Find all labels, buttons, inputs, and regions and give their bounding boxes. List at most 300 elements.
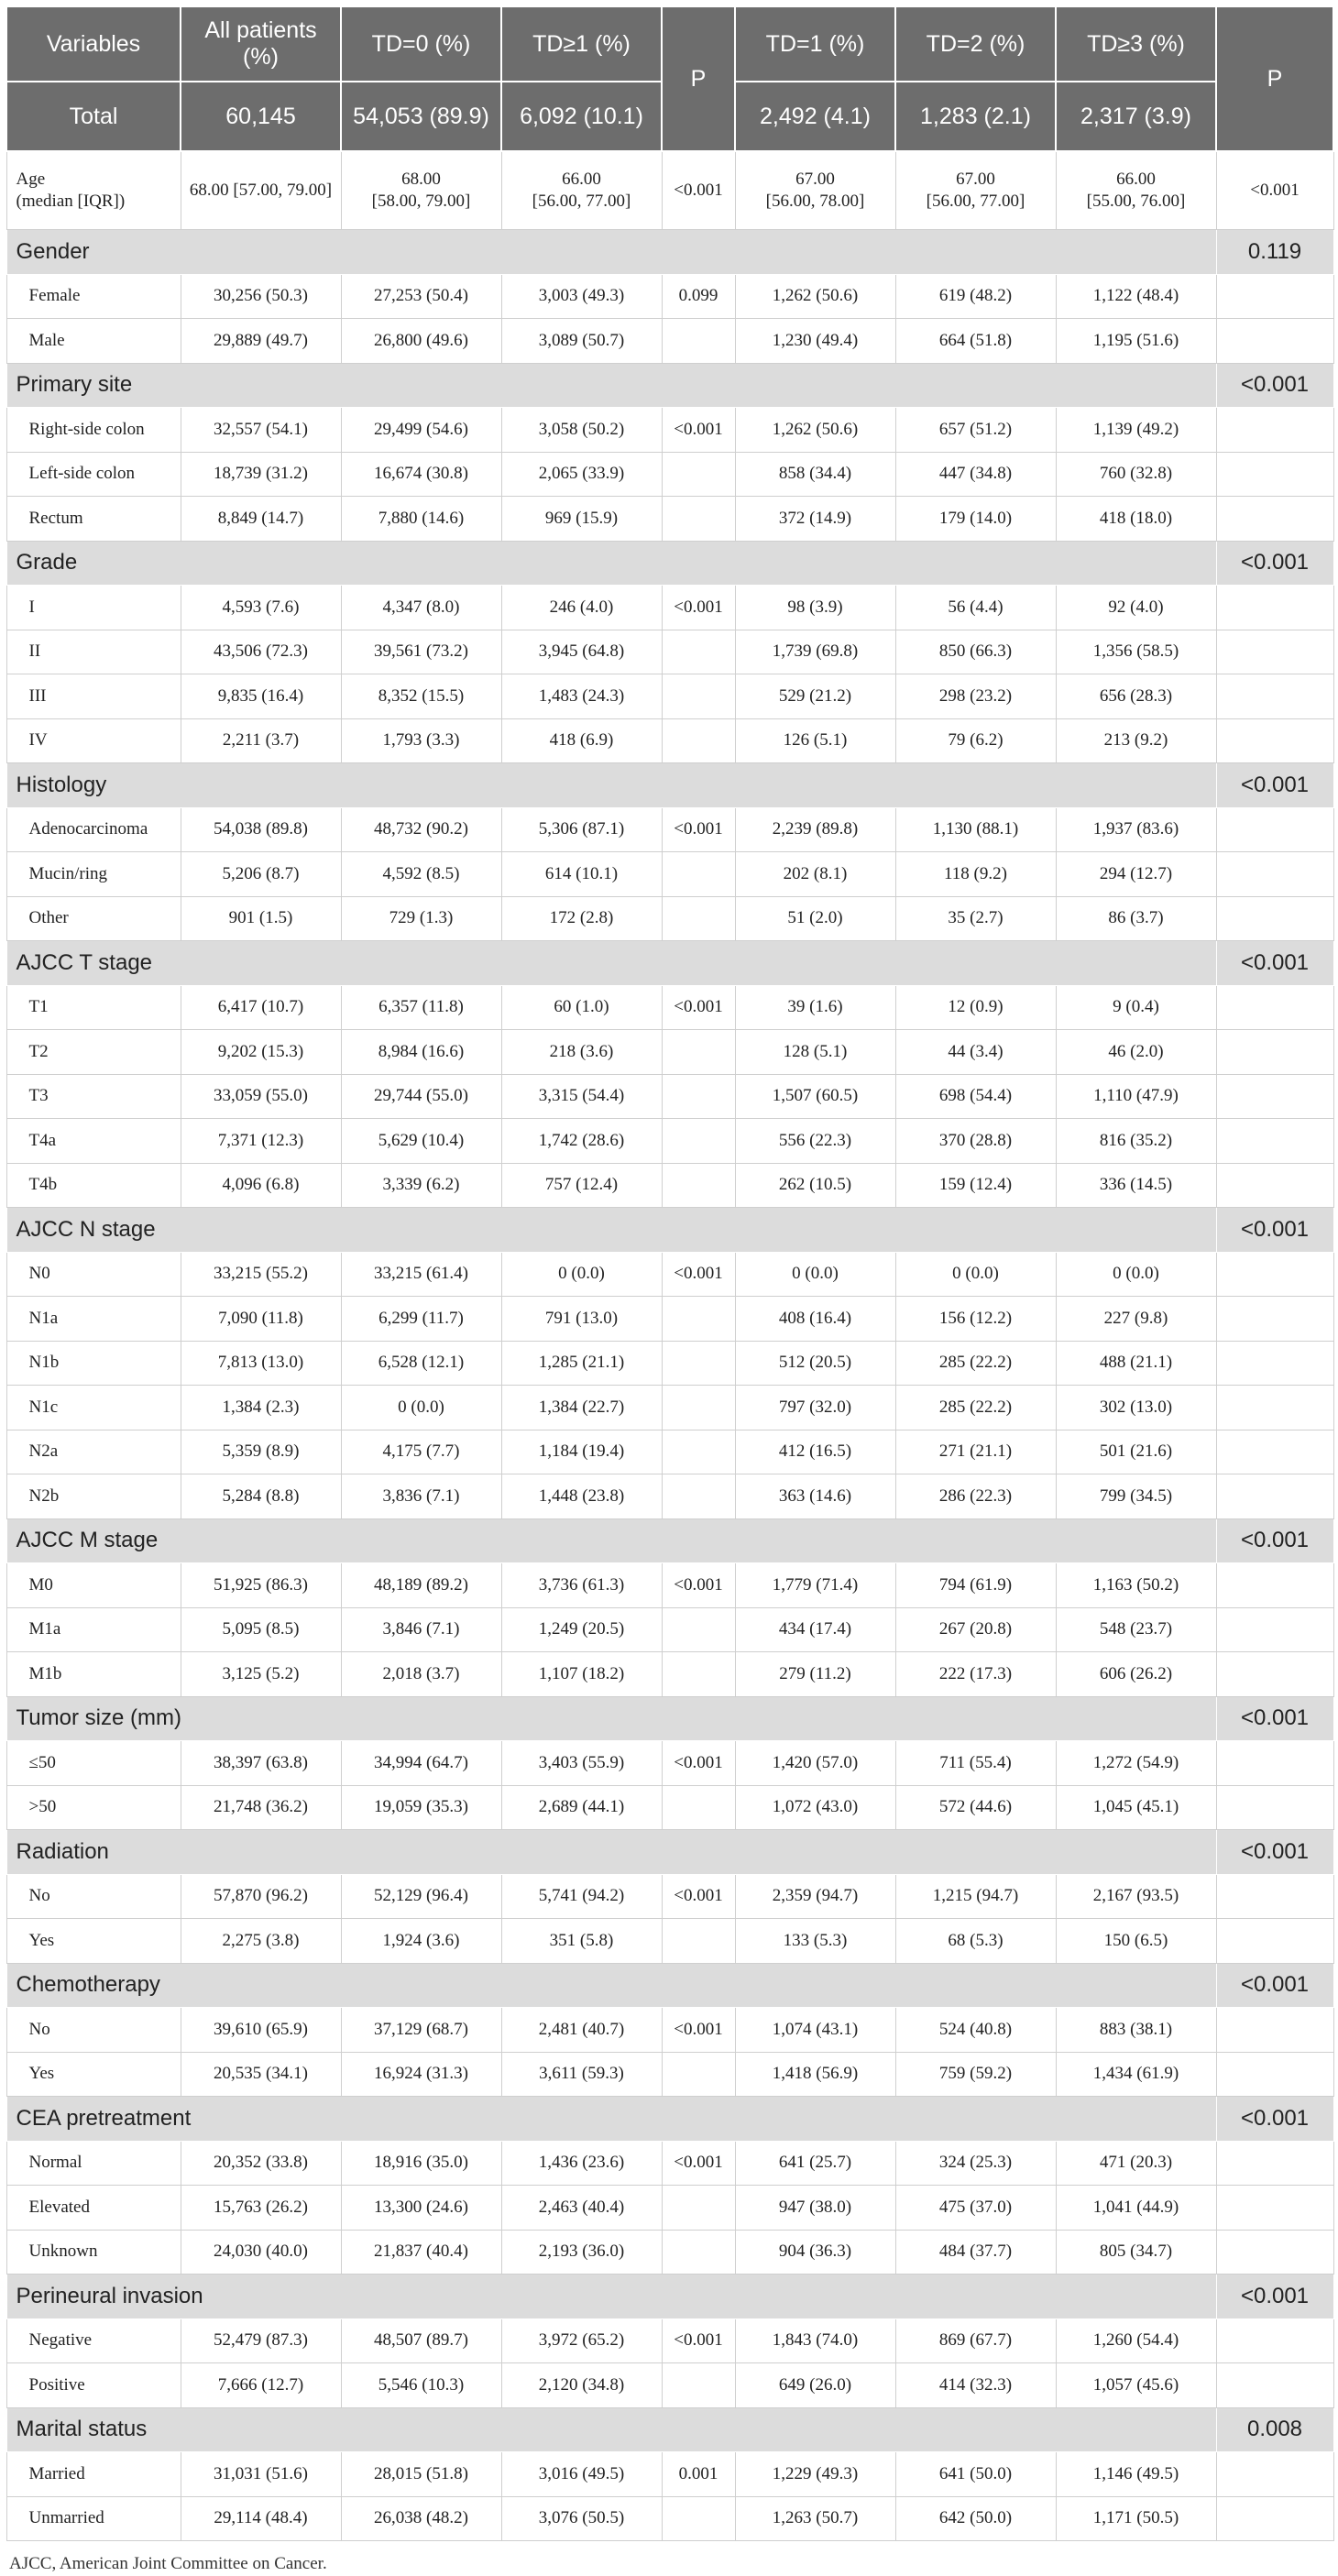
cell-td-ge1: 1,184 (19.4) — [501, 1430, 662, 1474]
group-p-value: <0.001 — [1216, 541, 1333, 586]
cell-td0: 0 (0.0) — [341, 1386, 501, 1431]
cell-td0: 8,352 (15.5) — [341, 674, 501, 719]
cell-p1 — [662, 1074, 735, 1119]
row-label: Other — [6, 896, 181, 941]
cell-td-ge1: 1,285 (21.1) — [501, 1341, 662, 1386]
cell-p1: 0.001 — [662, 2452, 735, 2497]
cell-td2: 475 (37.0) — [895, 2186, 1056, 2231]
cell-p1 — [662, 1341, 735, 1386]
cell-td-ge1: 3,945 (64.8) — [501, 630, 662, 674]
cell-p1 — [662, 1785, 735, 1830]
cell-td0: 8,984 (16.6) — [341, 1030, 501, 1075]
group-p-value: 0.008 — [1216, 2407, 1333, 2452]
group-name: Gender — [6, 230, 1216, 275]
cell-td-ge1: 1,107 (18.2) — [501, 1652, 662, 1697]
cell-td2: 794 (61.9) — [895, 1563, 1056, 1608]
cell-td2: 12 (0.9) — [895, 985, 1056, 1030]
cell-p1: <0.001 — [662, 1252, 735, 1297]
table-row — [6, 2363, 1333, 2408]
row-label: Normal — [6, 2141, 181, 2186]
cell-td-ge1: 3,736 (61.3) — [501, 1563, 662, 1608]
cell-all: 6,417 (10.7) — [181, 985, 341, 1030]
cell-td0: 1,924 (3.6) — [341, 1919, 501, 1964]
table-row — [6, 1119, 1333, 1164]
cell-td1: 1,230 (49.4) — [735, 319, 895, 364]
cell-td2: 869 (67.7) — [895, 2318, 1056, 2363]
cell-all: 29,114 (48.4) — [181, 2496, 341, 2541]
cell-all: 4,593 (7.6) — [181, 586, 341, 630]
cell-td2: 222 (17.3) — [895, 1652, 1056, 1697]
group-name: Perineural invasion — [6, 2275, 1216, 2319]
cell-td1: 363 (14.6) — [735, 1474, 895, 1519]
cell-p1 — [662, 1297, 735, 1342]
cell-p1: <0.001 — [662, 408, 735, 453]
cell-td1: 1,418 (56.9) — [735, 2052, 895, 2097]
age-all: 68.00 [57.00, 79.00] — [181, 151, 341, 230]
cell-td-ge1: 218 (3.6) — [501, 1030, 662, 1075]
cell-td0: 729 (1.3) — [341, 896, 501, 941]
group-header-row — [6, 2407, 1333, 2452]
cell-td-ge3: 336 (14.5) — [1056, 1163, 1216, 1208]
cell-td1: 858 (34.4) — [735, 452, 895, 497]
cell-p1 — [662, 1652, 735, 1697]
cell-p2-empty — [1216, 1430, 1333, 1474]
cell-td0: 5,546 (10.3) — [341, 2363, 501, 2408]
group-name: Tumor size (mm) — [6, 1696, 1216, 1741]
cell-all: 5,206 (8.7) — [181, 852, 341, 897]
cell-td-ge1: 1,384 (22.7) — [501, 1386, 662, 1431]
cell-td-ge1: 3,403 (55.9) — [501, 1741, 662, 1786]
table-row — [6, 586, 1333, 630]
cell-td1: 434 (17.4) — [735, 1607, 895, 1652]
cell-p2-empty — [1216, 1252, 1333, 1297]
cell-all: 901 (1.5) — [181, 896, 341, 941]
cell-td1: 2,239 (89.8) — [735, 807, 895, 852]
table-container — [5, 5, 1333, 2574]
table-row — [6, 985, 1333, 1030]
cell-p1 — [662, 2230, 735, 2275]
row-label: Unmarried — [6, 2496, 181, 2541]
cell-p1 — [662, 1430, 735, 1474]
table-row — [6, 1919, 1333, 1964]
row-label: Positive — [6, 2363, 181, 2408]
cell-td-ge3: 1,171 (50.5) — [1056, 2496, 1216, 2541]
cell-p2-empty — [1216, 274, 1333, 319]
cell-all: 20,352 (33.8) — [181, 2141, 341, 2186]
age-td2: 67.00 [56.00, 77.00] — [895, 151, 1056, 230]
cell-td-ge1: 60 (1.0) — [501, 985, 662, 1030]
cell-p1 — [662, 452, 735, 497]
group-header-row — [6, 1208, 1333, 1253]
group-header-row — [6, 230, 1333, 275]
cell-td0: 39,561 (73.2) — [341, 630, 501, 674]
cell-td-ge3: 1,146 (49.5) — [1056, 2452, 1216, 2497]
cell-p1: <0.001 — [662, 2141, 735, 2186]
cell-p2-empty — [1216, 807, 1333, 852]
row-label: T4b — [6, 1163, 181, 1208]
cell-p2-empty — [1216, 1607, 1333, 1652]
header-td2: TD=2 (%) — [895, 6, 1056, 82]
table-row — [6, 1341, 1333, 1386]
age-p2: <0.001 — [1216, 151, 1333, 230]
row-label: Male — [6, 319, 181, 364]
cell-td1: 556 (22.3) — [735, 1119, 895, 1164]
group-header-row — [6, 363, 1333, 408]
cell-p2-empty — [1216, 718, 1333, 763]
cell-td2: 619 (48.2) — [895, 274, 1056, 319]
cell-td-ge1: 1,742 (28.6) — [501, 1119, 662, 1164]
cell-td-ge3: 1,272 (54.9) — [1056, 1741, 1216, 1786]
cell-td2: 0 (0.0) — [895, 1252, 1056, 1297]
table-row — [6, 1607, 1333, 1652]
table-row — [6, 1563, 1333, 1608]
group-header-row — [6, 763, 1333, 808]
cell-p1 — [662, 630, 735, 674]
cell-td-ge3: 150 (6.5) — [1056, 1919, 1216, 1964]
cell-p1: <0.001 — [662, 1563, 735, 1608]
cell-td2: 44 (3.4) — [895, 1030, 1056, 1075]
table-row — [6, 1474, 1333, 1519]
group-header-row — [6, 541, 1333, 586]
cell-td0: 29,499 (54.6) — [341, 408, 501, 453]
cell-td0: 21,837 (40.4) — [341, 2230, 501, 2275]
header-td0: TD=0 (%) — [341, 6, 501, 82]
cell-td-ge3: 302 (13.0) — [1056, 1386, 1216, 1431]
cell-td2: 1,215 (94.7) — [895, 1874, 1056, 1919]
cell-td-ge1: 172 (2.8) — [501, 896, 662, 941]
cell-td0: 37,129 (68.7) — [341, 2008, 501, 2053]
cell-td-ge1: 614 (10.1) — [501, 852, 662, 897]
cell-all: 8,849 (14.7) — [181, 497, 341, 542]
group-p-value: <0.001 — [1216, 1696, 1333, 1741]
cell-p1 — [662, 2052, 735, 2097]
cell-td2: 572 (44.6) — [895, 1785, 1056, 1830]
age-p1: <0.001 — [662, 151, 735, 230]
cell-td-ge1: 3,076 (50.5) — [501, 2496, 662, 2541]
cell-td0: 4,347 (8.0) — [341, 586, 501, 630]
header-p1: P — [662, 6, 735, 151]
cell-p1 — [662, 2363, 735, 2408]
table-row — [6, 852, 1333, 897]
total-label: Total — [6, 82, 181, 151]
cell-p1 — [662, 2496, 735, 2541]
row-label: Right-side colon — [6, 408, 181, 453]
cell-all: 9,835 (16.4) — [181, 674, 341, 719]
cell-td0: 6,357 (11.8) — [341, 985, 501, 1030]
cell-p1 — [662, 1030, 735, 1075]
cell-td0: 3,846 (7.1) — [341, 1607, 501, 1652]
cell-td0: 4,175 (7.7) — [341, 1430, 501, 1474]
cell-p1 — [662, 896, 735, 941]
cell-p1 — [662, 497, 735, 542]
cell-p2-empty — [1216, 1563, 1333, 1608]
table-row — [6, 1386, 1333, 1431]
table-row — [6, 2186, 1333, 2231]
table-row — [6, 497, 1333, 542]
cell-p1: <0.001 — [662, 2008, 735, 2053]
row-label: Yes — [6, 2052, 181, 2097]
table-row — [6, 2318, 1333, 2363]
group-name: Histology — [6, 763, 1216, 808]
table-row — [6, 1874, 1333, 1919]
group-name: Marital status — [6, 2407, 1216, 2452]
group-header-row — [6, 1830, 1333, 1875]
cell-all: 52,479 (87.3) — [181, 2318, 341, 2363]
cell-td-ge1: 2,481 (40.7) — [501, 2008, 662, 2053]
group-header-row — [6, 1696, 1333, 1741]
total-td1: 2,492 (4.1) — [735, 82, 895, 151]
cell-p2-empty — [1216, 896, 1333, 941]
cell-td-ge1: 2,120 (34.8) — [501, 2363, 662, 2408]
cell-p2-empty — [1216, 1919, 1333, 1964]
cell-td1: 649 (26.0) — [735, 2363, 895, 2408]
cell-all: 7,666 (12.7) — [181, 2363, 341, 2408]
cell-td-ge1: 0 (0.0) — [501, 1252, 662, 1297]
baseline-characteristics-table — [5, 5, 1334, 2541]
cell-td0: 2,018 (3.7) — [341, 1652, 501, 1697]
cell-td1: 641 (25.7) — [735, 2141, 895, 2186]
cell-td0: 6,299 (11.7) — [341, 1297, 501, 1342]
cell-td1: 98 (3.9) — [735, 586, 895, 630]
cell-td0: 48,507 (89.7) — [341, 2318, 501, 2363]
cell-td2: 298 (23.2) — [895, 674, 1056, 719]
row-label: Rectum — [6, 497, 181, 542]
cell-td-ge1: 246 (4.0) — [501, 586, 662, 630]
cell-td1: 372 (14.9) — [735, 497, 895, 542]
row-label: T2 — [6, 1030, 181, 1075]
cell-p1: <0.001 — [662, 2318, 735, 2363]
cell-td-ge3: 805 (34.7) — [1056, 2230, 1216, 2275]
cell-td1: 1,074 (43.1) — [735, 2008, 895, 2053]
cell-td-ge3: 1,163 (50.2) — [1056, 1563, 1216, 1608]
cell-td-ge3: 1,434 (61.9) — [1056, 2052, 1216, 2097]
cell-p1: <0.001 — [662, 1741, 735, 1786]
table-row — [6, 1741, 1333, 1786]
cell-all: 57,870 (96.2) — [181, 1874, 341, 1919]
cell-p1 — [662, 674, 735, 719]
cell-td-ge1: 1,249 (20.5) — [501, 1607, 662, 1652]
cell-td-ge3: 86 (3.7) — [1056, 896, 1216, 941]
cell-p1 — [662, 1163, 735, 1208]
group-p-value: 0.119 — [1216, 230, 1333, 275]
cell-td-ge3: 501 (21.6) — [1056, 1430, 1216, 1474]
cell-td-ge3: 1,122 (48.4) — [1056, 274, 1216, 319]
row-label: M0 — [6, 1563, 181, 1608]
cell-p2-empty — [1216, 2363, 1333, 2408]
row-label: N0 — [6, 1252, 181, 1297]
cell-td2: 447 (34.8) — [895, 452, 1056, 497]
cell-td0: 29,744 (55.0) — [341, 1074, 501, 1119]
cell-td1: 797 (32.0) — [735, 1386, 895, 1431]
cell-td-ge1: 351 (5.8) — [501, 1919, 662, 1964]
cell-td-ge3: 1,057 (45.6) — [1056, 2363, 1216, 2408]
header-td-ge1: TD≥1 (%) — [501, 6, 662, 82]
cell-td-ge1: 3,089 (50.7) — [501, 319, 662, 364]
cell-p2-empty — [1216, 985, 1333, 1030]
cell-all: 51,925 (86.3) — [181, 1563, 341, 1608]
cell-td-ge3: 9 (0.4) — [1056, 985, 1216, 1030]
cell-all: 4,096 (6.8) — [181, 1163, 341, 1208]
cell-td2: 524 (40.8) — [895, 2008, 1056, 2053]
group-p-value: <0.001 — [1216, 2275, 1333, 2319]
cell-td2: 484 (37.7) — [895, 2230, 1056, 2275]
header-p2: P — [1216, 6, 1333, 151]
row-label: N1a — [6, 1297, 181, 1342]
cell-td0: 27,253 (50.4) — [341, 274, 501, 319]
cell-td0: 16,674 (30.8) — [341, 452, 501, 497]
cell-td2: 285 (22.2) — [895, 1386, 1056, 1431]
cell-p2-empty — [1216, 1074, 1333, 1119]
cell-p2-empty — [1216, 2052, 1333, 2097]
group-p-value: <0.001 — [1216, 763, 1333, 808]
age-td1: 67.00 [56.00, 78.00] — [735, 151, 895, 230]
cell-p2-empty — [1216, 630, 1333, 674]
cell-td0: 18,916 (35.0) — [341, 2141, 501, 2186]
age-td-ge1: 66.00 [56.00, 77.00] — [501, 151, 662, 230]
header-variables: Variables — [6, 6, 181, 82]
total-td2: 1,283 (2.1) — [895, 82, 1056, 151]
total-td-ge3: 2,317 (3.9) — [1056, 82, 1216, 151]
cell-td2: 179 (14.0) — [895, 497, 1056, 542]
cell-td-ge3: 606 (26.2) — [1056, 1652, 1216, 1697]
cell-all: 39,610 (65.9) — [181, 2008, 341, 2053]
cell-td0: 13,300 (24.6) — [341, 2186, 501, 2231]
cell-td2: 698 (54.4) — [895, 1074, 1056, 1119]
cell-p1 — [662, 1607, 735, 1652]
cell-td-ge1: 3,016 (49.5) — [501, 2452, 662, 2497]
cell-td1: 529 (21.2) — [735, 674, 895, 719]
group-name: Radiation — [6, 1830, 1216, 1875]
header-td-ge3: TD≥3 (%) — [1056, 6, 1216, 82]
cell-td-ge3: 1,045 (45.1) — [1056, 1785, 1216, 1830]
cell-td-ge3: 816 (35.2) — [1056, 1119, 1216, 1164]
row-label: >50 — [6, 1785, 181, 1830]
group-name: AJCC N stage — [6, 1208, 1216, 1253]
cell-td1: 1,507 (60.5) — [735, 1074, 895, 1119]
cell-p2-empty — [1216, 408, 1333, 453]
age-row — [6, 151, 1333, 230]
cell-td-ge3: 1,356 (58.5) — [1056, 630, 1216, 674]
table-row — [6, 452, 1333, 497]
cell-td2: 56 (4.4) — [895, 586, 1056, 630]
cell-td0: 48,732 (90.2) — [341, 807, 501, 852]
footnote: AJCC, American Joint Committee on Cancer. — [9, 2554, 327, 2573]
cell-p2-empty — [1216, 2496, 1333, 2541]
row-label: ≤50 — [6, 1741, 181, 1786]
row-label: Female — [6, 274, 181, 319]
row-label: N1b — [6, 1341, 181, 1386]
cell-td1: 262 (10.5) — [735, 1163, 895, 1208]
cell-p2-empty — [1216, 586, 1333, 630]
cell-p1: <0.001 — [662, 807, 735, 852]
cell-td1: 279 (11.2) — [735, 1652, 895, 1697]
cell-td0: 48,189 (89.2) — [341, 1563, 501, 1608]
cell-all: 33,215 (55.2) — [181, 1252, 341, 1297]
total-td0: 54,053 (89.9) — [341, 82, 501, 151]
cell-all: 29,889 (49.7) — [181, 319, 341, 364]
cell-p2-empty — [1216, 2008, 1333, 2053]
cell-td0: 4,592 (8.5) — [341, 852, 501, 897]
cell-td1: 2,359 (94.7) — [735, 1874, 895, 1919]
cell-p1: 0.099 — [662, 274, 735, 319]
table-row — [6, 630, 1333, 674]
cell-td0: 33,215 (61.4) — [341, 1252, 501, 1297]
cell-p1 — [662, 718, 735, 763]
row-label: III — [6, 674, 181, 719]
cell-td2: 159 (12.4) — [895, 1163, 1056, 1208]
cell-all: 7,090 (11.8) — [181, 1297, 341, 1342]
cell-td1: 1,739 (69.8) — [735, 630, 895, 674]
table-row — [6, 2008, 1333, 2053]
cell-td1: 412 (16.5) — [735, 1430, 895, 1474]
cell-td1: 133 (5.3) — [735, 1919, 895, 1964]
table-row — [6, 1252, 1333, 1297]
row-label: Mucin/ring — [6, 852, 181, 897]
cell-td2: 664 (51.8) — [895, 319, 1056, 364]
group-p-value: <0.001 — [1216, 1830, 1333, 1875]
age-td0: 68.00 [58.00, 79.00] — [341, 151, 501, 230]
cell-p2-empty — [1216, 2318, 1333, 2363]
cell-p2-empty — [1216, 674, 1333, 719]
cell-all: 5,359 (8.9) — [181, 1430, 341, 1474]
row-label: N1c — [6, 1386, 181, 1431]
cell-p2-empty — [1216, 1874, 1333, 1919]
age-td-ge3: 66.00 [55.00, 76.00] — [1056, 151, 1216, 230]
group-header-row — [6, 2275, 1333, 2319]
cell-td-ge1: 3,003 (49.3) — [501, 274, 662, 319]
table-row — [6, 408, 1333, 453]
cell-td-ge3: 0 (0.0) — [1056, 1252, 1216, 1297]
group-p-value: <0.001 — [1216, 363, 1333, 408]
cell-td2: 657 (51.2) — [895, 408, 1056, 453]
cell-td0: 16,924 (31.3) — [341, 2052, 501, 2097]
cell-td1: 1,072 (43.0) — [735, 1785, 895, 1830]
cell-td2: 370 (28.8) — [895, 1119, 1056, 1164]
cell-td0: 26,038 (48.2) — [341, 2496, 501, 2541]
cell-td-ge1: 3,972 (65.2) — [501, 2318, 662, 2363]
table-row — [6, 319, 1333, 364]
cell-p2-empty — [1216, 452, 1333, 497]
group-p-value: <0.001 — [1216, 1208, 1333, 1253]
cell-td2: 79 (6.2) — [895, 718, 1056, 763]
cell-all: 7,813 (13.0) — [181, 1341, 341, 1386]
cell-td2: 324 (25.3) — [895, 2141, 1056, 2186]
cell-td2: 759 (59.2) — [895, 2052, 1056, 2097]
group-p-value: <0.001 — [1216, 1963, 1333, 2008]
cell-p1: <0.001 — [662, 1874, 735, 1919]
cell-all: 5,284 (8.8) — [181, 1474, 341, 1519]
row-label: No — [6, 1874, 181, 1919]
cell-p2-empty — [1216, 1474, 1333, 1519]
cell-p1 — [662, 2186, 735, 2231]
cell-td2: 414 (32.3) — [895, 2363, 1056, 2408]
group-header-row — [6, 1963, 1333, 2008]
cell-p2-empty — [1216, 1297, 1333, 1342]
cell-td0: 52,129 (96.4) — [341, 1874, 501, 1919]
cell-all: 3,125 (5.2) — [181, 1652, 341, 1697]
row-label: No — [6, 2008, 181, 2053]
cell-td-ge3: 1,139 (49.2) — [1056, 408, 1216, 453]
cell-p2-empty — [1216, 1030, 1333, 1075]
cell-p1 — [662, 852, 735, 897]
table-row — [6, 674, 1333, 719]
cell-td0: 3,836 (7.1) — [341, 1474, 501, 1519]
total-all: 60,145 — [181, 82, 341, 151]
cell-td-ge3: 46 (2.0) — [1056, 1030, 1216, 1075]
cell-all: 5,095 (8.5) — [181, 1607, 341, 1652]
table-row — [6, 2052, 1333, 2097]
cell-all: 43,506 (72.3) — [181, 630, 341, 674]
